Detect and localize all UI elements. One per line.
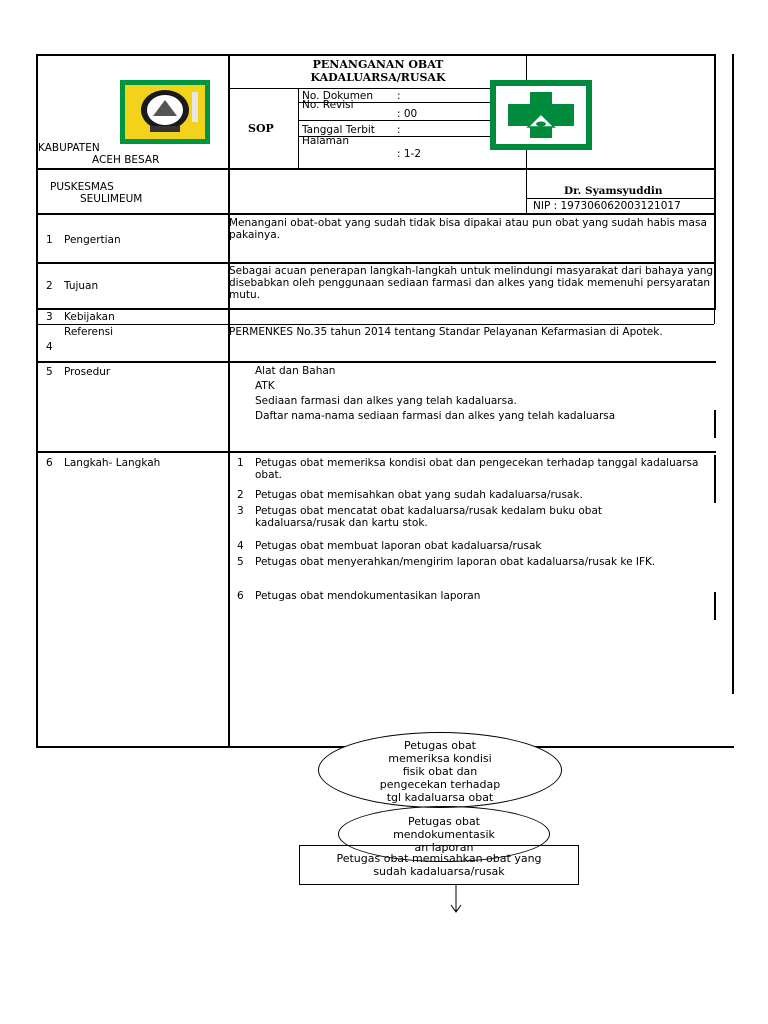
pengertian-bottom-line [36,262,716,264]
referensi-label: Referensi [64,326,114,338]
oval1-line: memeriksa kondisi [388,752,492,765]
kabupaten-crest-icon [120,80,210,144]
step-number: 6 [237,590,244,602]
flowchart-oval-document [338,806,550,862]
revisi-label: No. Revisi [302,99,354,111]
step-text: Petugas obat memisahkan obat yang sudah kadaluarsa/rusak. [255,489,583,501]
halaman-label: Halaman [302,135,349,147]
prosedur-label: Prosedur [64,366,111,378]
step-text: Petugas obat menyerahkan/mengirim laporan obat kadaluarsa/rusak ke IFK. [255,556,656,568]
oval1-line: pengecekan terhadap [379,778,501,791]
oval2-line: mendokumentasik [393,828,495,841]
langkah-num: 6 [46,457,53,469]
sop-divider [298,88,299,168]
step-number: 1 [237,457,244,469]
flowchart-rect-line1: Petugas obat memisahkan obat yang [336,852,542,865]
oval2-line: Petugas obat [407,815,480,828]
terbit-label: Tanggal Terbit [302,124,375,136]
tujuan-bottom-line [36,308,716,310]
pengertian-text: Menangani obat-obat yang sudah tidak bisa dipakai atau pun obat yang sudah habis masa pakainya. [229,217,707,241]
halaman-value: : 1-2 [397,148,422,160]
terbit-colon: : [397,124,401,136]
step-number: 5 [237,556,244,568]
signer-name: Dr. Syamsyuddin [564,185,663,197]
sop-label: SOP [248,122,274,135]
prosedur-bottom-line [36,451,716,453]
step-text: Petugas obat mendokumentasikan laporan [255,590,481,602]
puskesmas-bottom-line [36,213,716,215]
kebijakan-bottom-line [36,324,714,325]
frame-outer-right-line [732,54,734,694]
revisi-line [298,120,494,121]
oval1-line: tgl kadaluarsa obat [386,791,494,804]
tujuan-num: 2 [46,280,53,292]
referensi-bottom-line [36,361,716,363]
doc-no-label: No. Dokumen [302,90,374,102]
tujuan-text: Sebagai acuan penerapan langkah-langkah untuk melindungi masyarakat dari bahaya yang disebabkan oleh penggunaan sediaan farmasi dan alkes yang tidak memenuhi persyaratan mutu. [229,265,714,301]
puskesmas-line1: PUSKESMAS [50,181,114,193]
page-title [230,58,526,84]
signer-nip: NIP : 197306062003121017 [533,200,681,212]
step-text: Petugas obat memeriksa kondisi obat dan pengecekan terhadap tanggal kadaluarsa obat. [255,457,699,481]
langkah-right-mark-1 [714,455,716,503]
pengertian-num: 1 [46,234,53,246]
prosedur-item: Daftar nama-nama sediaan farmasi dan alkes yang telah kadaluarsa [255,410,616,422]
kebijakan-label: Kebijakan [64,311,115,323]
frame-right-line [714,54,716,214]
referensi-text: PERMENKES No.35 tahun 2014 tentang Standar Pelayanan Kefarmasian di Apotek. [229,326,663,338]
pengertian-label: Pengertian [64,234,121,246]
frame-col-divider [228,54,230,748]
prosedur-item: Sediaan farmasi dan alkes yang telah kadaluarsa. [255,395,517,407]
signer-line [526,198,714,199]
oval1-line: Petugas obat [403,739,476,752]
region-line1: KABUPATEN [38,142,100,154]
flowchart-arrow-icon [448,885,464,915]
pengertian-right-line [714,213,716,263]
step-number: 4 [237,540,244,552]
prosedur-item: ATK [255,380,275,392]
langkah-right-mark-2 [714,592,716,620]
header-bottom-line [36,168,716,170]
title-line1: PENANGANAN OBAT [312,58,444,71]
puskesmas-line2: SEULIMEUM [80,193,143,205]
prosedur-right-mark [714,410,716,438]
prosedur-num: 5 [46,366,53,378]
region-line2: ACEH BESAR [92,154,160,166]
title-bottom-line [228,88,526,89]
langkah-label: Langkah- Langkah [64,457,161,469]
step-number: 2 [237,489,244,501]
step-text: Petugas obat mencatat obat kadaluarsa/rusak kedalam buku obat kadaluarsa/rusak dan kartu stok. [255,505,602,529]
frame-top-line [36,54,716,56]
signer-divider [526,168,527,214]
revisi-value: : 00 [397,108,418,120]
doc-no-colon: : [397,90,401,102]
referensi-num: 4 [46,341,53,353]
step-text: Petugas obat membuat laporan obat kadaluarsa/rusak [255,540,542,552]
flowchart-rect-line2: sudah kadaluarsa/rusak [373,865,505,878]
frame-left-line [36,54,38,748]
puskesmas-logo-icon [490,80,592,150]
flowchart-oval-check [318,732,562,808]
kebijakan-right-line [714,308,715,324]
kebijakan-num: 3 [46,311,53,323]
step-number: 3 [237,505,244,517]
prosedur-item: Alat dan Bahan [255,365,336,377]
oval1-line: fisik obat dan [402,765,478,778]
oval2-line: an laporan [414,841,474,854]
tujuan-label: Tujuan [64,280,99,292]
title-line2: KADALUARSA/RUSAK [310,71,446,84]
